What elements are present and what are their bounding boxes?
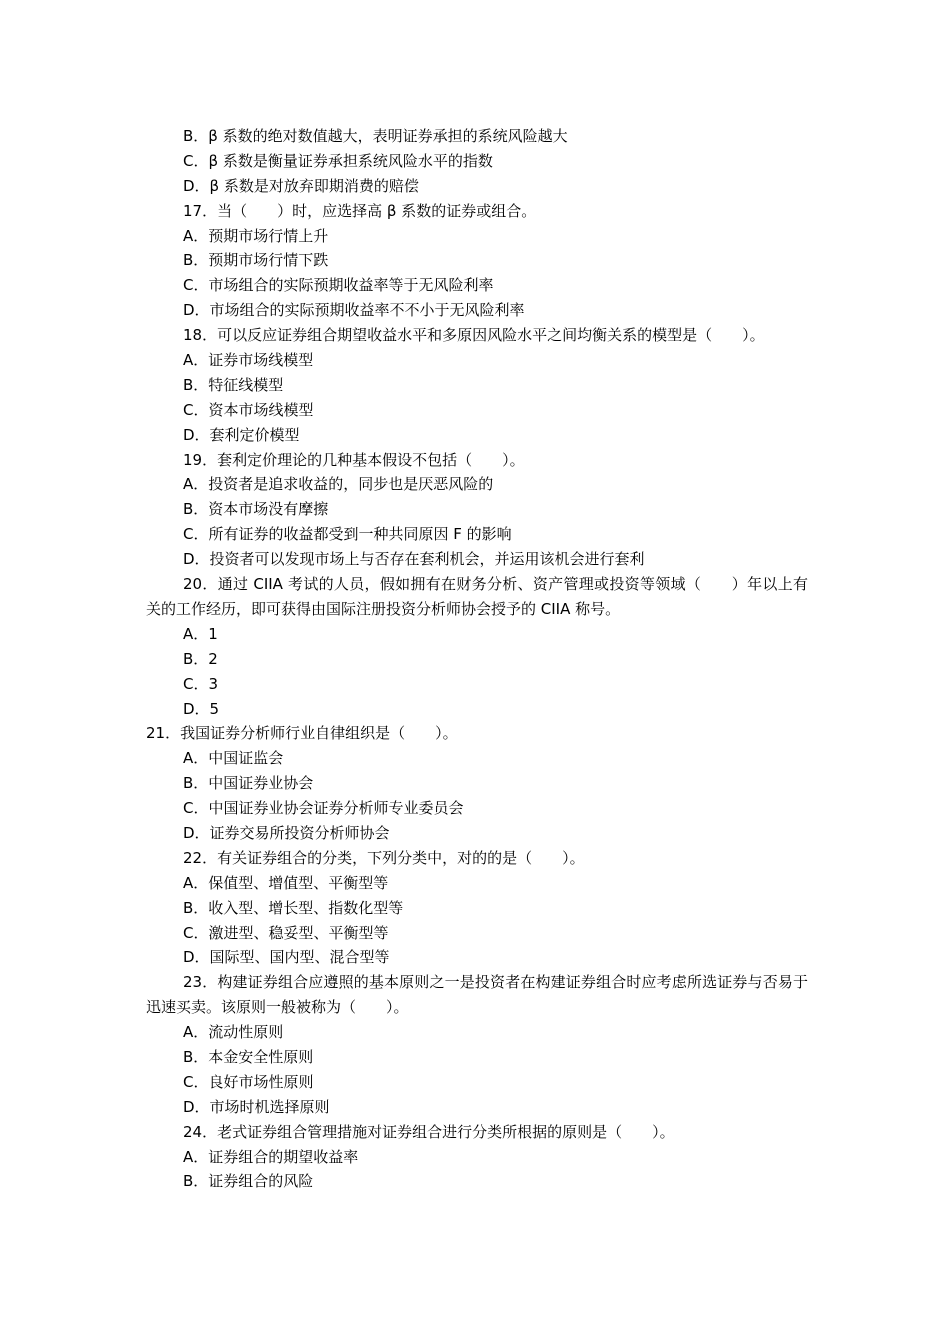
answer-option: B．本金安全性原则	[183, 1048, 314, 1067]
answer-option: D．市场时机选择原则	[183, 1097, 330, 1116]
answer-option: A．预期市场行情上升	[183, 226, 329, 245]
answer-option: D．β 系数是对放弃即期消费的赔偿	[183, 176, 419, 195]
answer-option: B．中国证券业协会	[183, 774, 314, 793]
question-list	[146, 124, 808, 1194]
question-stem: 20．通过 CIIA 考试的人员，假如拥有在财务分析、资产管理或投资等领域（ ）年以上有关的工作经历，即可获得由国际注册投资分析师协会授予的 CIIA 称号。	[146, 575, 808, 618]
answer-option: C．良好市场性原则	[183, 1072, 314, 1091]
answer-option: B．证券组合的风险	[183, 1172, 314, 1191]
answer-option: D．证券交易所投资分析师协会	[183, 823, 390, 842]
answer-option: A．中国证监会	[183, 749, 284, 768]
answer-option: C．中国证券业协会证券分析师专业委员会	[183, 799, 464, 818]
answer-option: D．国际型、国内型、混合型等	[183, 948, 390, 967]
answer-option: A．1	[183, 624, 218, 643]
answer-option: C．所有证券的收益都受到一种共同原因 F 的影响	[183, 525, 512, 544]
answer-option: B．特征线模型	[183, 375, 284, 394]
answer-option: B．2	[183, 649, 218, 668]
answer-option: C．资本市场线模型	[183, 400, 314, 419]
answer-option: B．β 系数的绝对数值越大，表明证券承担的系统风险越大	[183, 127, 568, 145]
question-stem: 21．我国证券分析师行业自律组织是（ ）。	[146, 724, 458, 743]
answer-option: C．3	[183, 674, 219, 693]
answer-option: C．β 系数是衡量证券承担系统风险水平的指数	[183, 151, 493, 170]
answer-option: D．投资者可以发现市场上与否存在套利机会，并运用该机会进行套利	[183, 550, 645, 569]
answer-option: C．激进型、稳妥型、平衡型等	[183, 923, 389, 942]
answer-option: D．套利定价模型	[183, 425, 300, 444]
question-stem: 24．老式证券组合管理措施对证券组合进行分类所根据的原则是（ ）。	[183, 1122, 675, 1141]
answer-option: A．保值型、增值型、平衡型等	[183, 873, 389, 892]
answer-option: C．市场组合的实际预期收益率等于无风险利率	[183, 276, 494, 295]
question-stem: 23．构建证券组合应遵照的基本原则之一是投资者在构建证券组合时应考虑所选证券与否易于迅速买卖。该原则一般被称为（ ）。	[146, 973, 808, 1017]
answer-option: A．流动性原则	[183, 1023, 284, 1042]
question-stem: 18．可以反应证券组合期望收益水平和多原因风险水平之间均衡关系的模型是（ ）。	[183, 326, 765, 345]
answer-option: B．收入型、增长型、指数化型等	[183, 898, 404, 917]
answer-option: B．资本市场没有摩擦	[183, 500, 329, 519]
answer-option: A．证券组合的期望收益率	[183, 1147, 359, 1166]
answer-option: B．预期市场行情下跌	[183, 251, 329, 270]
answer-option: D．市场组合的实际预期收益率不不小于无风险利率	[183, 301, 525, 320]
answer-option: A．投资者是追求收益的，同步也是厌恶风险的	[183, 475, 494, 494]
question-stem: 17．当（ ）时，应选择高 β 系数的证券或组合。	[183, 201, 537, 220]
question-stem: 19．套利定价理论的几种基本假设不包括（ ）。	[183, 450, 525, 469]
answer-option: D．5	[183, 699, 220, 718]
answer-option: A．证券市场线模型	[183, 351, 314, 370]
question-stem: 22．有关证券组合的分类，下列分类中，对的的是（ ）。	[183, 848, 585, 867]
